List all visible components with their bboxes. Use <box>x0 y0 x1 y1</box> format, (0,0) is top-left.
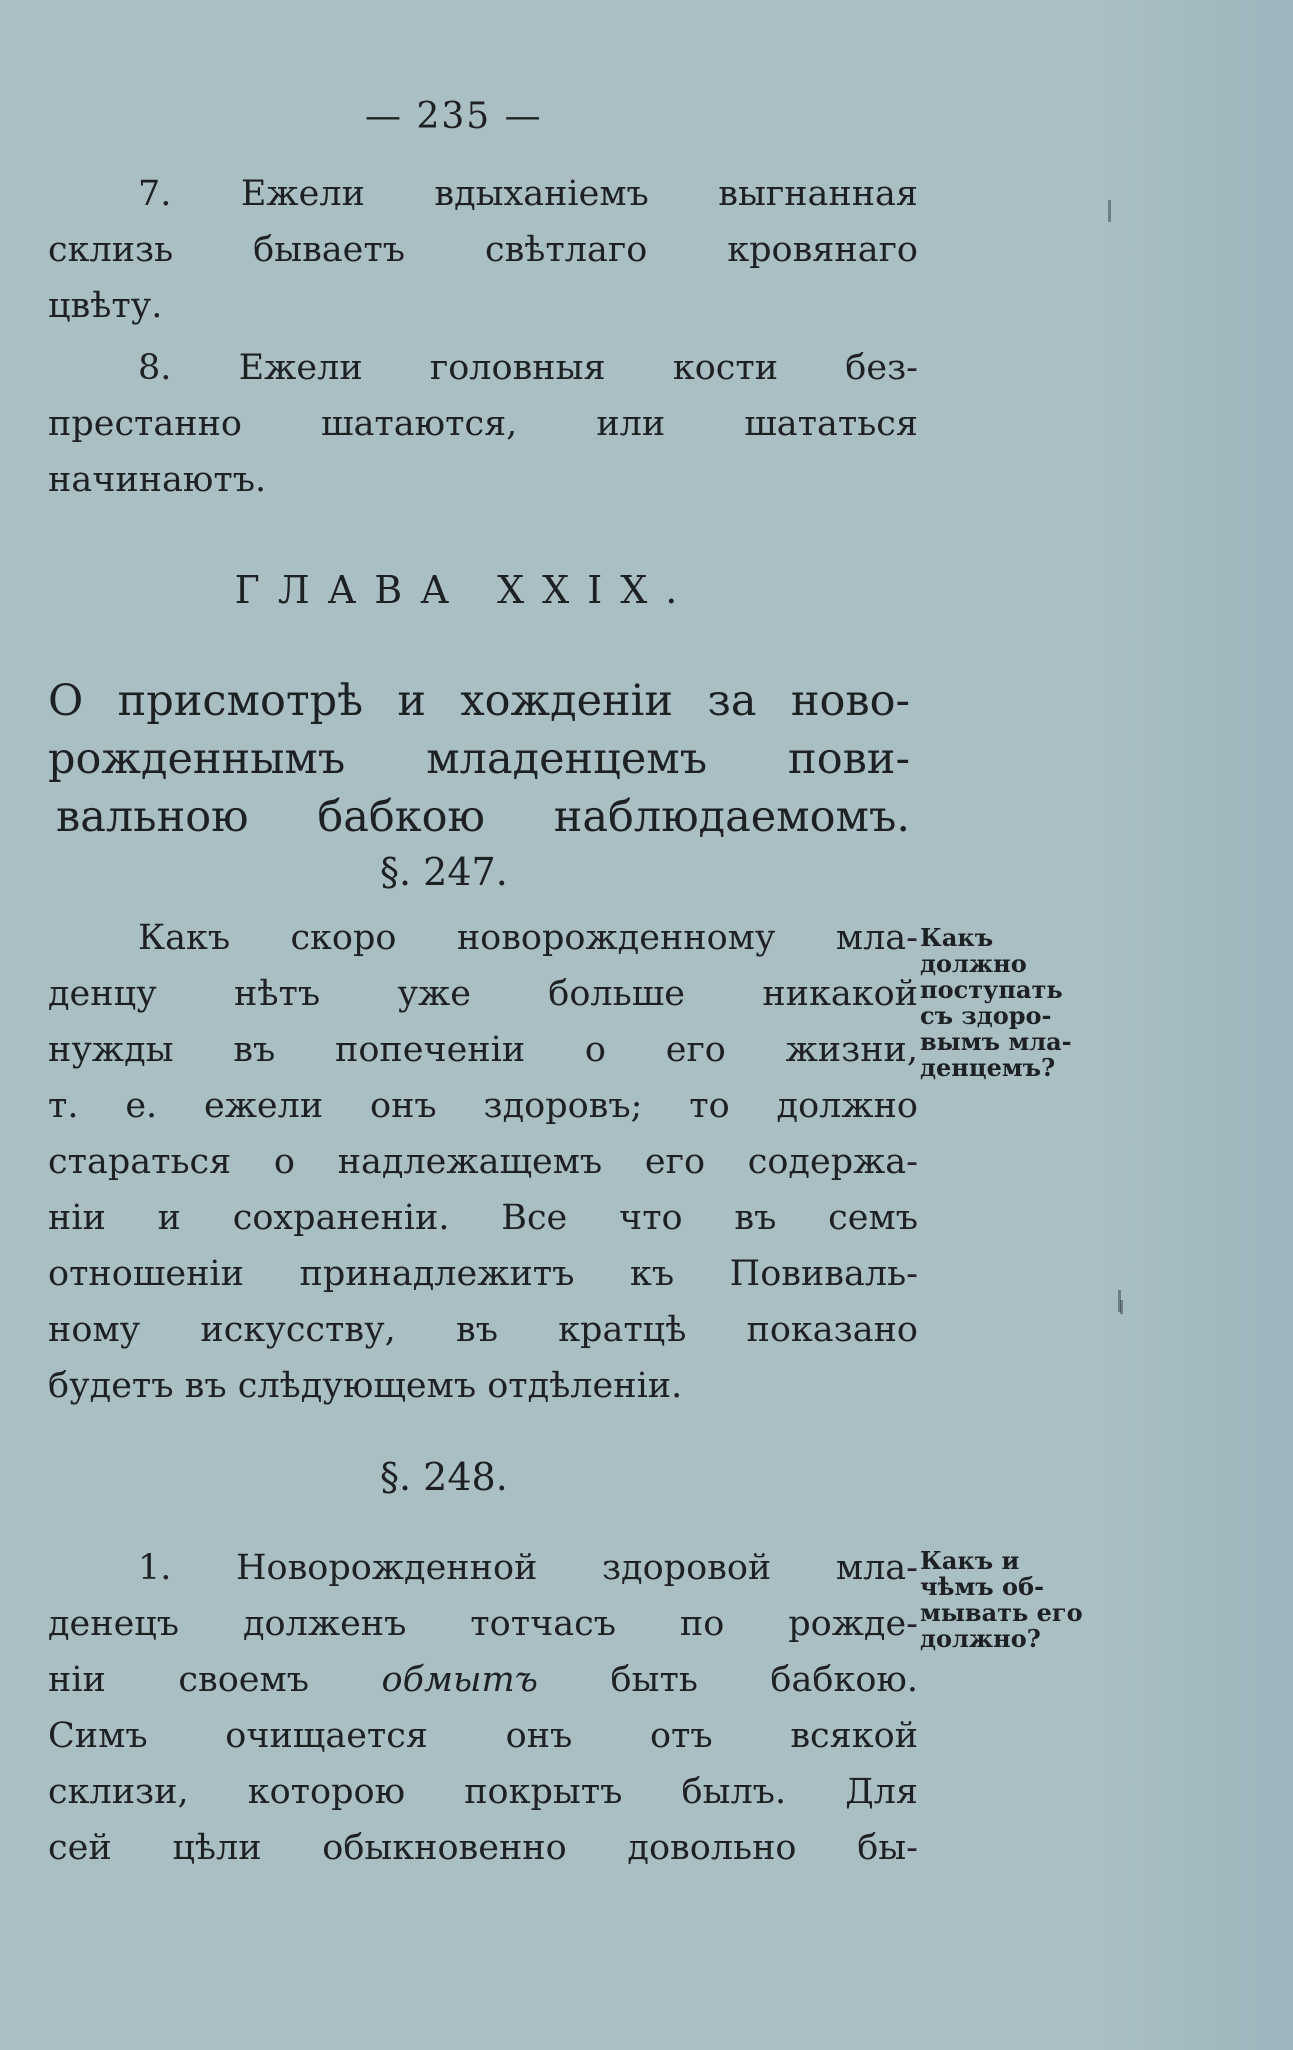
section-248-text <box>48 1540 918 1876</box>
item-7 <box>48 166 918 334</box>
chapter-heading <box>48 672 910 846</box>
paragraph-line <box>48 1652 918 1708</box>
page-number: — 235 — <box>365 96 543 137</box>
paragraph-line: нужды въ попеченіи о его жизни, <box>48 1030 918 1070</box>
item-7-line: 7. Ежели вдыханіемъ выгнанная <box>138 174 918 214</box>
paragraph-line: ному искусству, въ кратцѣ показано <box>48 1310 918 1350</box>
line-text: ніи своемъ <box>48 1660 309 1700</box>
section-248-mark: §. 248. <box>380 1455 508 1499</box>
item-8-line: начинаютъ. <box>48 460 267 500</box>
item-7-line: цвѣту. <box>48 286 163 326</box>
paragraph-line: сей цѣли обыкновенно довольно бы- <box>48 1828 918 1868</box>
emphasized-word: обмытъ <box>381 1660 538 1700</box>
paragraph-line: Симъ очищается онъ отъ всякой <box>48 1716 918 1756</box>
paragraph-line: будетъ въ слѣдующемъ отдѣленіи. <box>48 1366 683 1406</box>
chapter-heading-line: О присмотрѣ и хожденіи за ново- <box>48 676 910 726</box>
paragraph-line: денецъ долженъ тотчасъ по рожде- <box>48 1604 918 1644</box>
paragraph-line: отношеніи принадлежитъ къ Повиваль- <box>48 1254 918 1294</box>
item-7-line: склизь бываетъ свѣтлаго кровянаго <box>48 230 918 270</box>
paragraph-line: денцу нѣтъ уже больше никакой <box>48 974 918 1014</box>
margin-note-247: Какъ должно поступать съ здоро- вымъ мла- денцемъ? <box>920 923 1072 1082</box>
chapter-title: ГЛАВА XXIX. <box>234 568 696 612</box>
paragraph-line: 1. Новорожденной здоровой мла- <box>138 1548 918 1588</box>
item-8-line: 8. Ежели головныя кости без- <box>138 348 918 388</box>
paragraph-line: ніи и сохраненіи. Все что въ семъ <box>48 1198 918 1238</box>
margin-note-248: Какъ и чѣмъ об- мывать его должно? <box>920 1546 1083 1653</box>
item-8 <box>48 340 918 508</box>
line-text: быть бабкою. <box>610 1660 918 1700</box>
page-edge-shadow <box>1103 0 1293 2050</box>
paragraph-line: Какъ скоро новорожденному мла- <box>138 918 918 958</box>
paragraph-line: т. е. ежели онъ здоровъ; то должно <box>48 1086 918 1126</box>
section-247-text <box>48 910 918 1414</box>
section-247-mark: §. 247. <box>380 850 508 894</box>
item-8-line: престанно шатаются, или шататься <box>48 404 918 444</box>
paragraph-line: стараться о надлежащемъ его содержа- <box>48 1142 918 1182</box>
paper-speck <box>1120 1300 1123 1314</box>
paper-speck <box>1108 200 1111 222</box>
chapter-heading-line: рожденнымъ младенцемъ пови- <box>48 734 910 784</box>
paragraph-line: склизи, которою покрытъ былъ. Для <box>48 1772 918 1812</box>
chapter-heading-line: вальною бабкою наблюдаемомъ. <box>56 792 910 842</box>
